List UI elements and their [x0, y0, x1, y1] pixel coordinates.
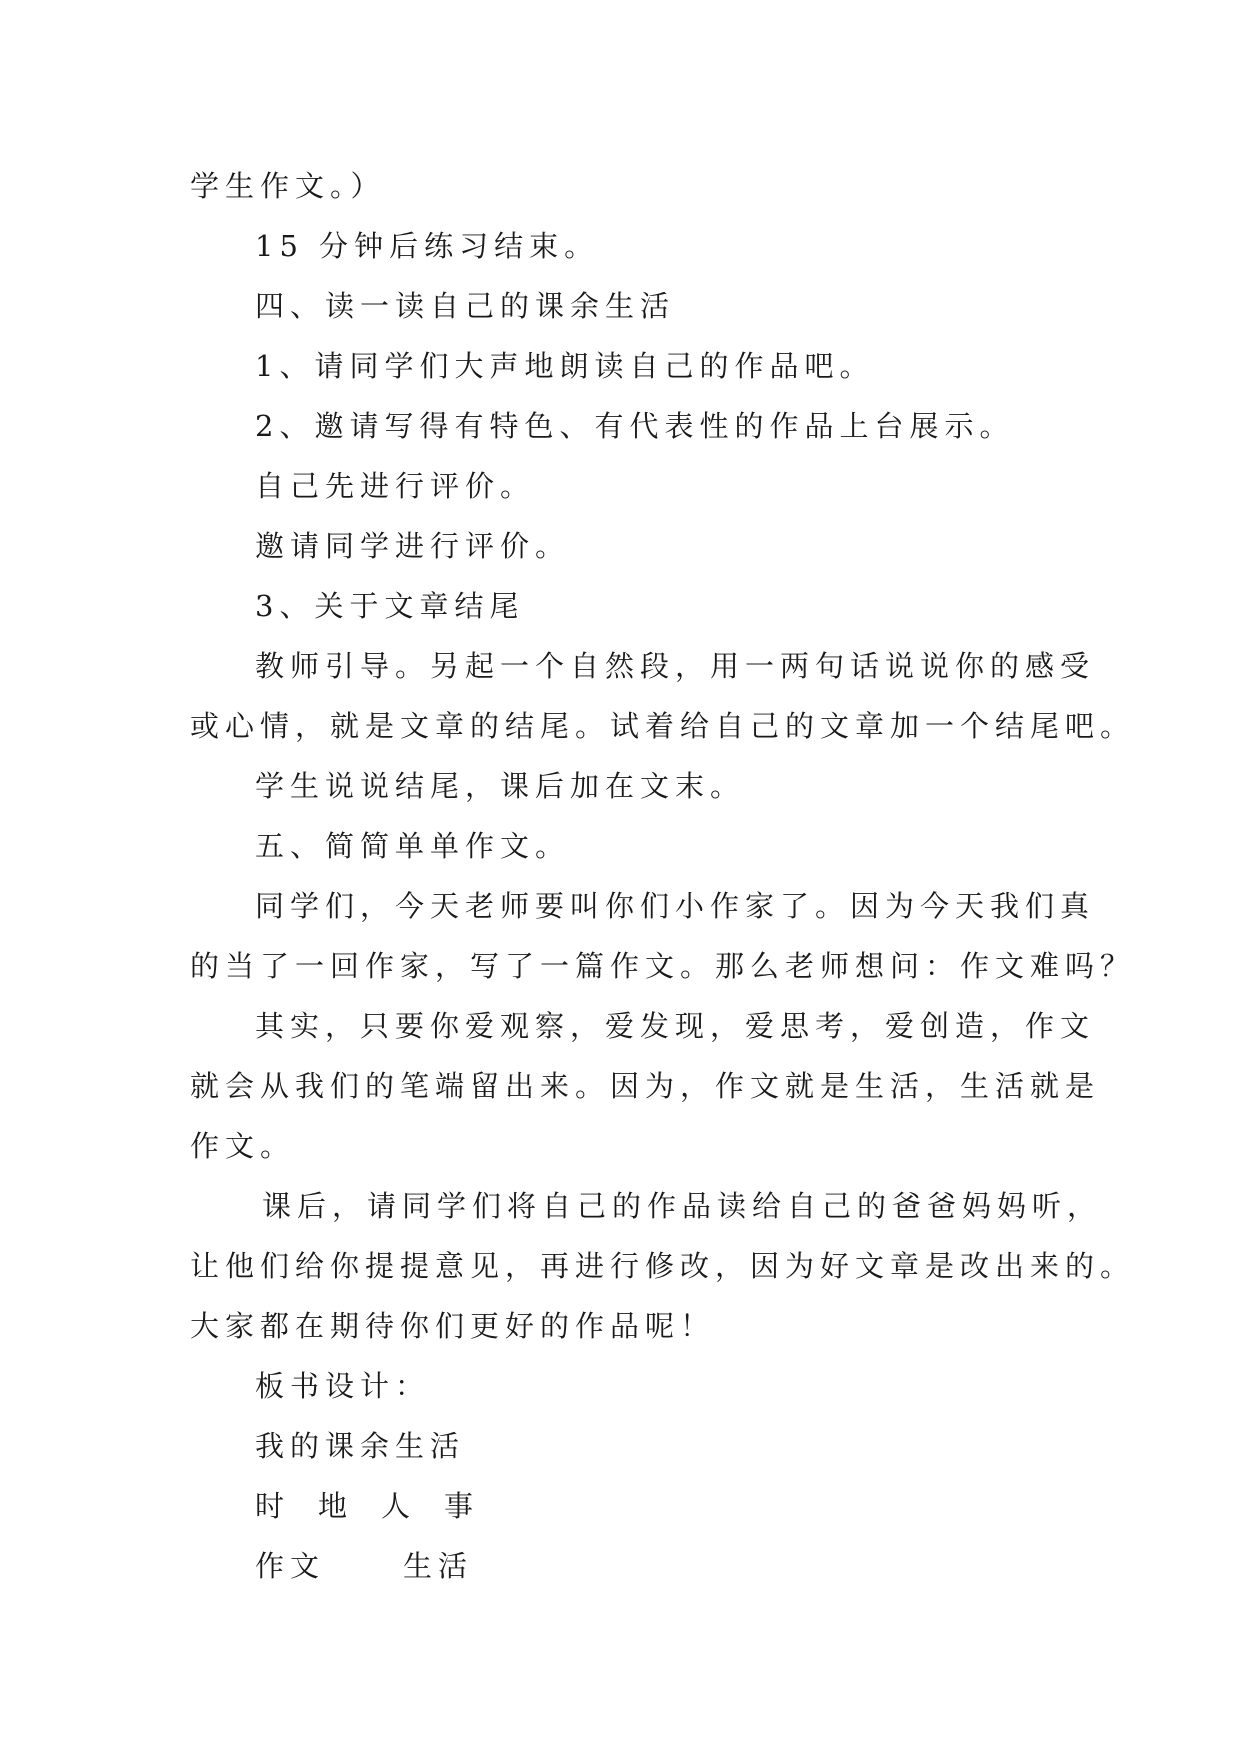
text-line: 学生作文。） — [190, 169, 386, 203]
text-line: 其实，只要你爱观察，爱发现，爱思考，爱创造，作文 — [255, 1009, 1096, 1043]
section-heading: 五、简简单单作文。 — [255, 829, 571, 863]
text-line: 1、请同学们大声地朗读自己的作品吧。 — [255, 349, 875, 383]
text-line: 15 分钟后练习结束。 — [255, 229, 600, 263]
text-line: 作文。 — [190, 1129, 296, 1163]
text-line: 大家都在期待你们更好的作品呢！ — [190, 1309, 716, 1343]
section-heading: 四、读一读自己的课余生活 — [255, 289, 676, 323]
text-line: 2、邀请写得有特色、有代表性的作品上台展示。 — [255, 409, 1015, 443]
text-line: 的当了一回作家，写了一篇作文。那么老师想问：作文难吗？ — [190, 949, 1136, 983]
text-line: 同学们，今天老师要叫你们小作家了。因为今天我们真 — [255, 889, 1096, 923]
text-line: 邀请同学进行评价。 — [255, 529, 571, 563]
text-line: 就会从我们的笔端留出来。因为，作文就是生活，生活就是 — [190, 1069, 1101, 1103]
board-cell: 时 — [255, 1489, 291, 1523]
text-line: 自己先进行评价。 — [255, 469, 536, 503]
board-cell: 地 — [318, 1489, 354, 1523]
text-line: 课后，请同学们将自己的作品读给自己的爸爸妈妈听， — [262, 1189, 1103, 1223]
board-row — [255, 1488, 479, 1524]
text-line: 3、关于文章结尾 — [255, 589, 525, 623]
board-cell: 生活 — [403, 1549, 474, 1583]
board-cell: 事 — [444, 1489, 480, 1523]
board-row — [255, 1548, 473, 1584]
board-cell: 作文 — [255, 1549, 326, 1583]
text-line: 让他们给你提提意见，再进行修改，因为好文章是改出来的。 — [190, 1249, 1136, 1283]
board-title: 我的课余生活 — [255, 1429, 466, 1463]
text-line: 教师引导。另起一个自然段，用一两句话说说你的感受 — [255, 649, 1096, 683]
text-line: 板书设计： — [255, 1369, 431, 1403]
board-cell: 人 — [381, 1489, 417, 1523]
text-line: 或心情，就是文章的结尾。试着给自己的文章加一个结尾吧。 — [190, 709, 1136, 743]
text-line: 学生说说结尾，课后加在文末。 — [255, 769, 746, 803]
